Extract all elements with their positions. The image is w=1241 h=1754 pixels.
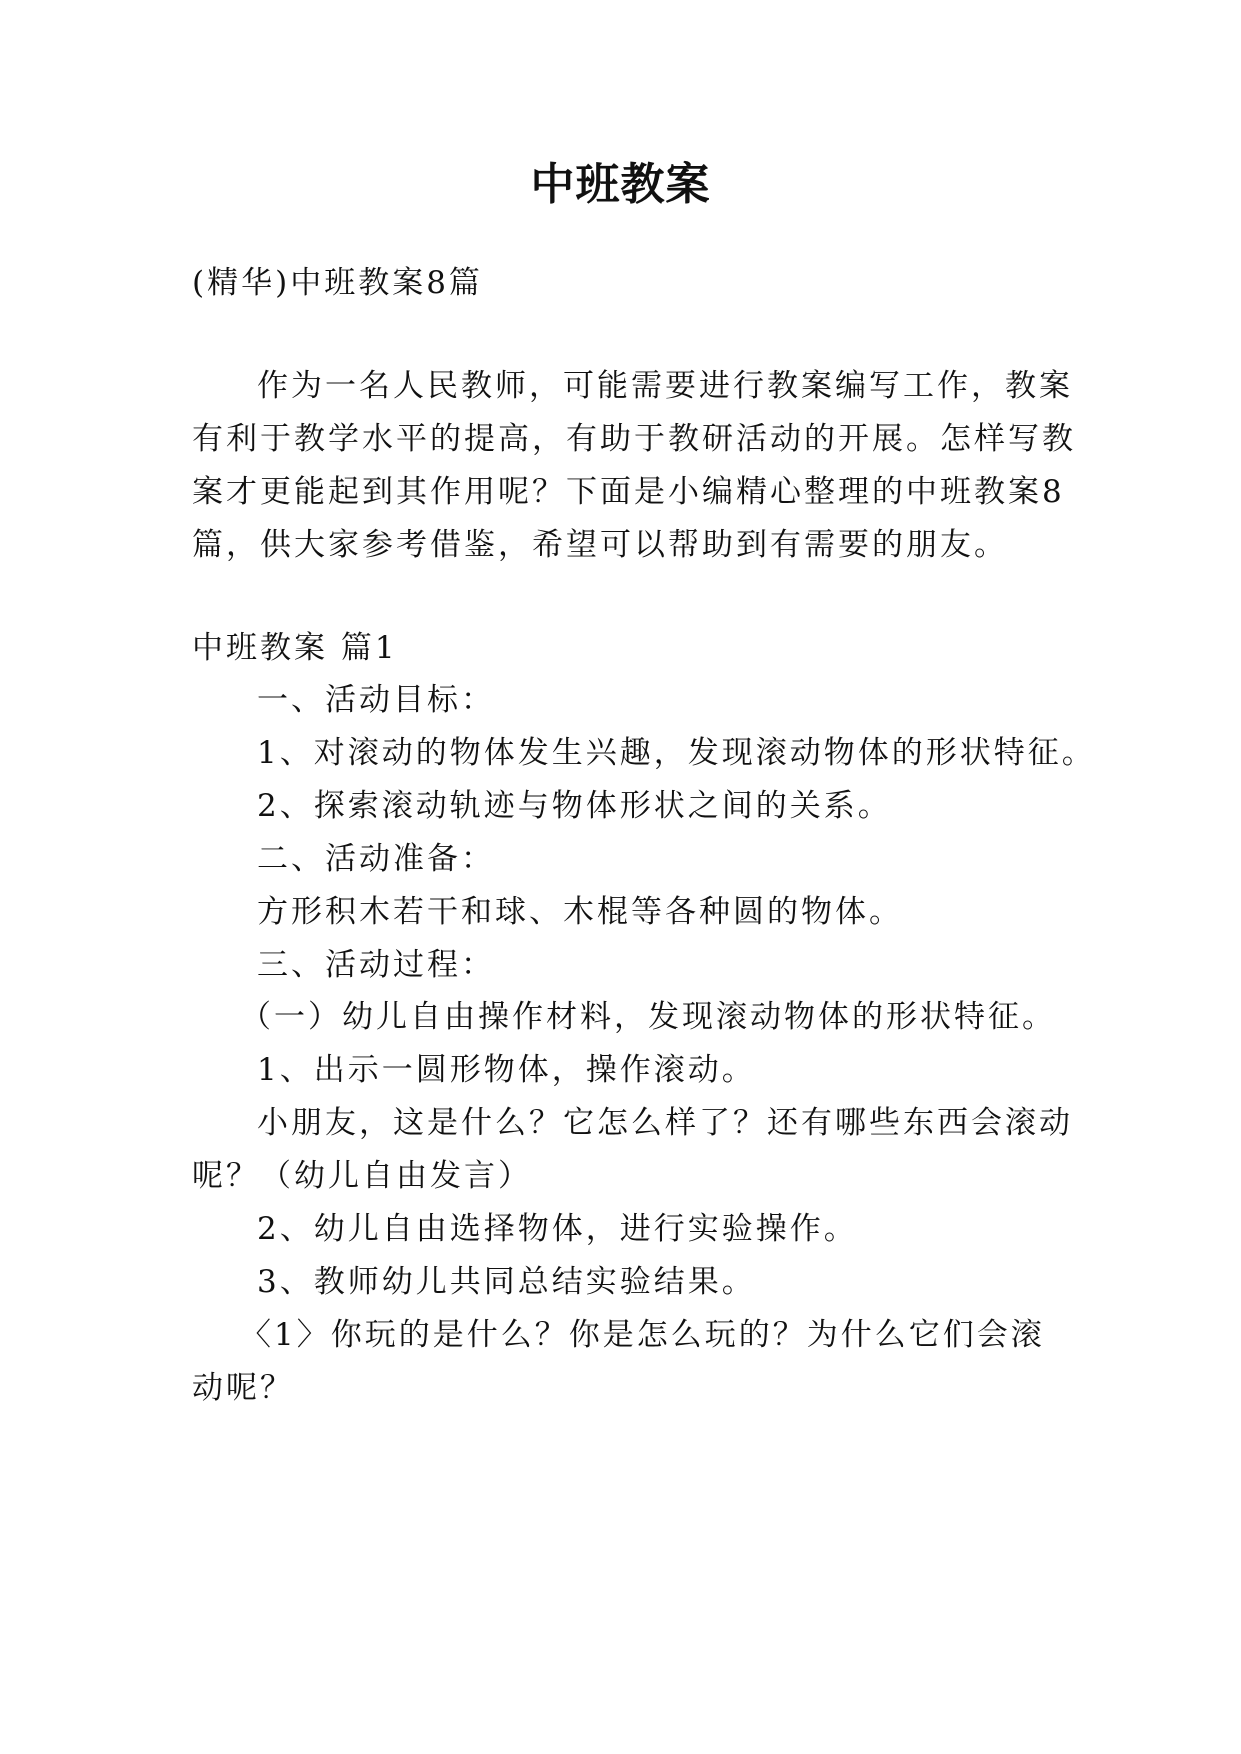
body-line: 2、幼儿自由选择物体，进行实验操作。 [257, 1211, 858, 1247]
intro-line: 作为一名人民教师，可能需要进行教案编写工作，教案 [257, 368, 1073, 404]
body-line: 1、出示一圆形物体，操作滚动。 [257, 1052, 756, 1088]
body-line: 呢？（幼儿自由发言） [192, 1158, 532, 1194]
body-line: 三、活动过程： [257, 947, 495, 983]
section-heading: 中班教案 篇1 [192, 630, 398, 666]
body-line: 3、教师幼儿共同总结实验结果。 [257, 1264, 756, 1300]
document-title: 中班教案 [530, 159, 711, 210]
document-subtitle: (精华)中班教案8篇 [192, 265, 483, 301]
body-line: 2、探索滚动轨迹与物体形状之间的关系。 [257, 788, 892, 824]
body-line: 动呢？ [192, 1370, 294, 1406]
body-line: 1、对滚动的物体发生兴趣，发现滚动物体的形状特征。 [257, 735, 1096, 771]
intro-line: 有利于教学水平的提高，有助于教研活动的开展。怎样写教 [192, 421, 1076, 457]
body-line: 小朋友，这是什么？它怎么样了？还有哪些东西会滚动 [257, 1105, 1073, 1141]
body-line: 一、活动目标： [257, 682, 495, 718]
body-line: （一）幼儿自由操作材料，发现滚动物体的形状特征。 [240, 999, 1056, 1035]
intro-line: 篇，供大家参考借鉴，希望可以帮助到有需要的朋友。 [192, 527, 1008, 563]
body-line: 方形积木若干和球、木棍等各种圆的物体。 [257, 894, 903, 930]
body-line: 二、活动准备： [257, 841, 495, 877]
intro-line: 案才更能起到其作用呢？下面是小编精心整理的中班教案8 [192, 474, 1065, 510]
body-line: 〈1〉你玩的是什么？你是怎么玩的？为什么它们会滚 [240, 1317, 1045, 1353]
